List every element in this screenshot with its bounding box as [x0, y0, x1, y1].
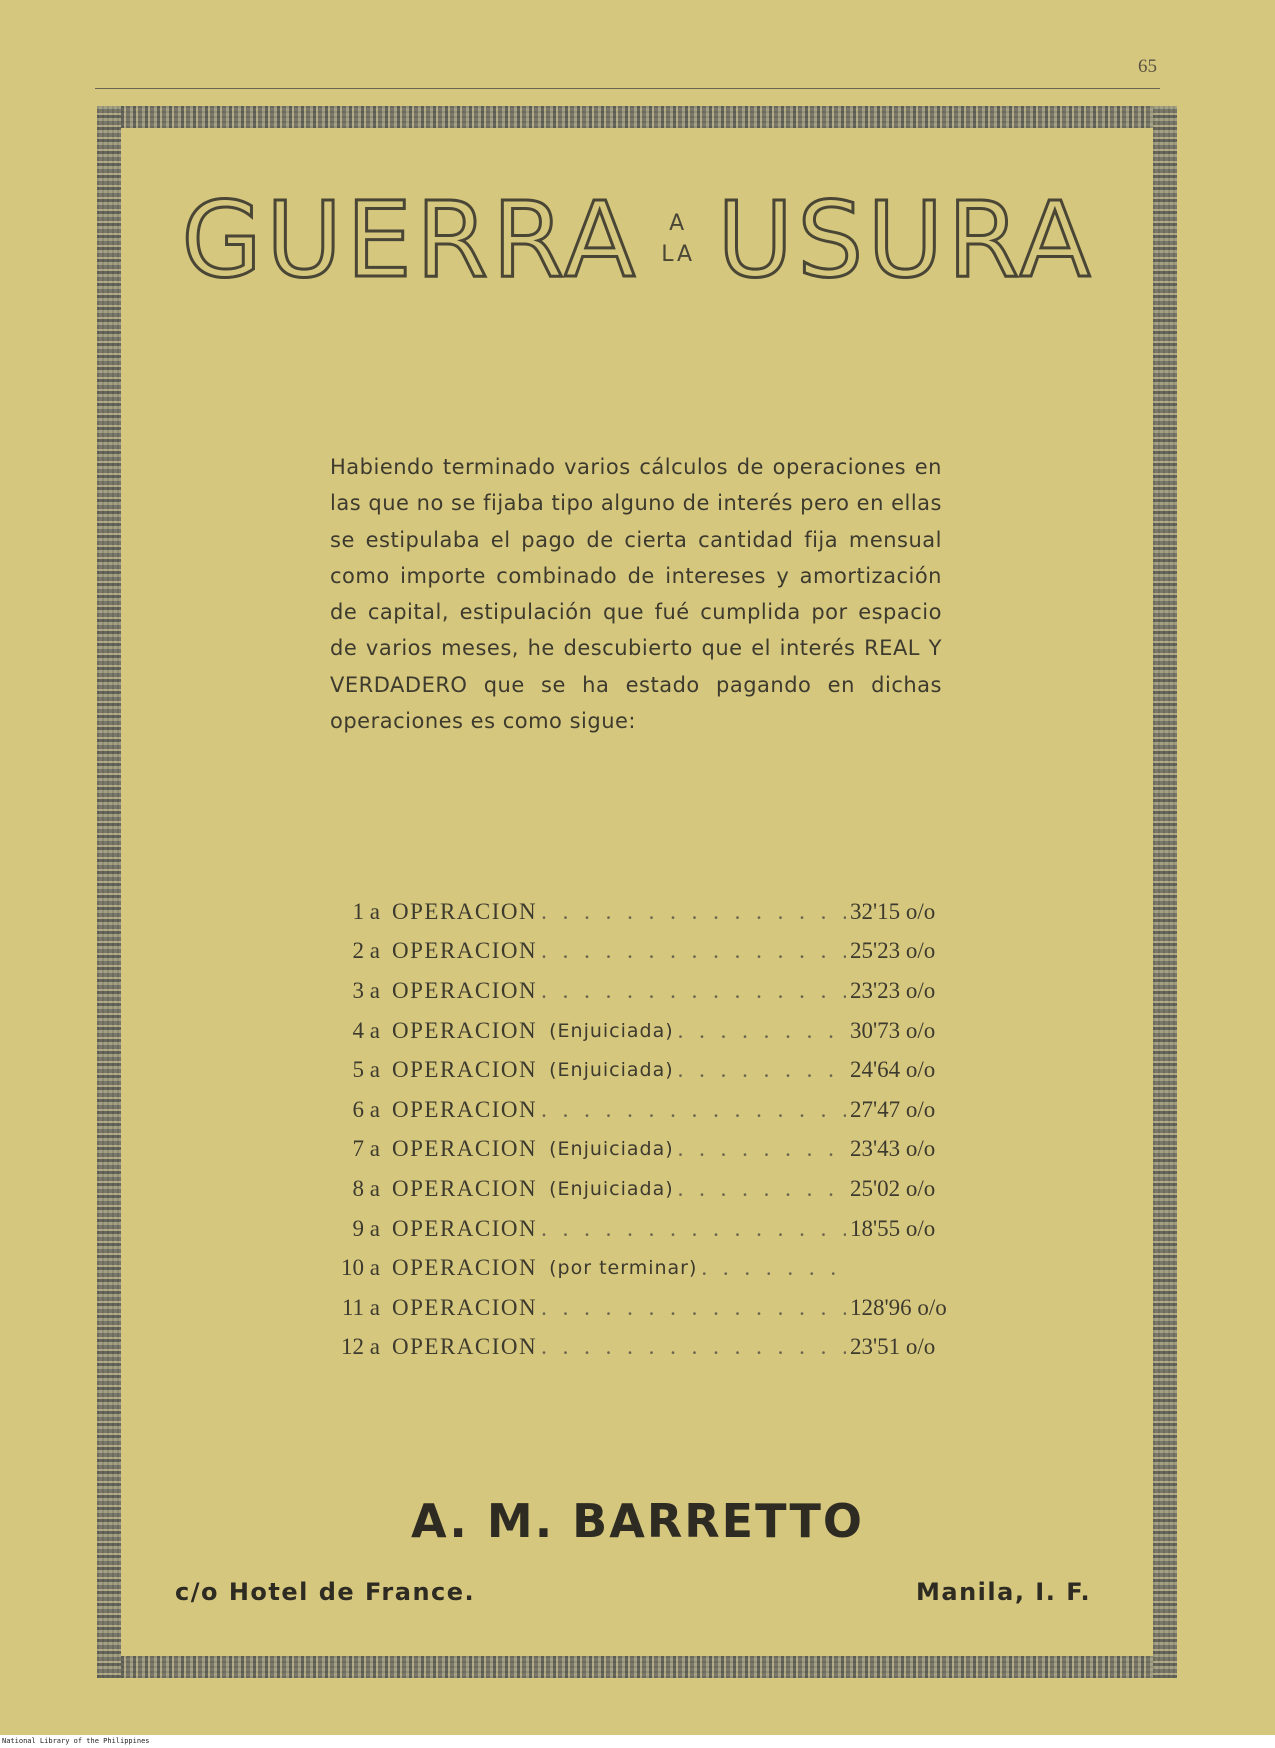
operation-row — [320, 971, 960, 1011]
operation-number: 10 a — [341, 1255, 380, 1281]
dot-leader — [541, 1334, 846, 1360]
operation-row — [320, 1209, 960, 1249]
operation-note: (por terminar) — [549, 1257, 698, 1280]
operation-rate: 25'23 o/o — [850, 938, 936, 964]
operation-rate: 25'02 o/o — [850, 1175, 936, 1201]
operation-rate: 23'23 o/o — [850, 977, 936, 1003]
ornamental-border-right — [1153, 106, 1177, 1678]
dot-leader — [541, 1295, 846, 1321]
operation-label: OPERACION — [392, 1136, 538, 1162]
operation-label: OPERACION — [392, 1255, 538, 1281]
operation-rate: 23'43 o/o — [850, 1136, 936, 1162]
operation-label: OPERACION — [392, 938, 538, 964]
operation-note: (Enjuiciada) — [549, 1059, 674, 1082]
signature-name: A. M. BARRETTO — [410, 1494, 865, 1548]
dot-leader — [678, 1018, 846, 1044]
footer-strip — [0, 1735, 1275, 1748]
operation-row — [320, 932, 960, 972]
operation-row — [320, 1169, 960, 1209]
operation-number: 2 a — [352, 938, 380, 964]
ornamental-border-top — [97, 106, 1177, 128]
headline — [148, 180, 1128, 300]
operation-rate: 18'55 o/o — [850, 1215, 936, 1241]
operation-row — [320, 1288, 960, 1328]
operation-note: (Enjuiciada) — [549, 1019, 674, 1042]
ornamental-border-left — [97, 106, 121, 1678]
operation-number: 5 a — [352, 1057, 380, 1083]
operation-number: 12 a — [341, 1334, 380, 1360]
dot-leader — [541, 938, 846, 964]
operation-label: OPERACION — [392, 1215, 538, 1241]
operation-row — [320, 1090, 960, 1130]
operation-rate: 32'15 o/o — [850, 898, 936, 924]
operation-row — [320, 1050, 960, 1090]
headline-connector-bottom: LA — [661, 242, 696, 267]
operation-rate: 23'51 o/o — [850, 1334, 936, 1360]
body-paragraph: Habiendo terminado varios cálculos de operaciones en las que no se fijaba tipo alguno de interés pero en ellas se estipulaba el pago de cierta cantidad fija mensual como importe combinado de intereses y amortización de capital, estipulación que fué cumplida por espacio de varios meses, he descubierto que el interés REAL Y VERDADERO que se ha estado pagando en dichas operaciones es como sigue: — [330, 455, 942, 734]
operation-label: OPERACION — [392, 898, 538, 924]
operation-row — [320, 1328, 960, 1368]
dot-leader — [541, 1097, 846, 1123]
operation-rate: 27'47 o/o — [850, 1096, 936, 1122]
page-number: 65 — [1138, 56, 1157, 77]
dot-leader — [678, 1057, 846, 1083]
dot-leader — [541, 978, 846, 1004]
operation-rate: 24'64 o/o — [850, 1057, 936, 1083]
operation-label: OPERACION — [392, 1096, 538, 1122]
dot-leader — [678, 1176, 846, 1202]
operation-number: 8 a — [352, 1175, 380, 1201]
headline-connector-top: A — [669, 211, 688, 237]
operation-label: OPERACION — [392, 977, 538, 1003]
operation-label: OPERACION — [392, 1334, 538, 1360]
operation-number: 3 a — [352, 977, 380, 1003]
operation-number: 9 a — [352, 1215, 380, 1241]
address: c/o Hotel de France. — [175, 1578, 476, 1606]
operation-note: (Enjuiciada) — [549, 1138, 674, 1161]
operation-row — [320, 1248, 960, 1288]
operation-rate: 30'73 o/o — [850, 1017, 936, 1043]
headline-word-guerra: GUERRA — [181, 179, 640, 301]
operation-row — [320, 892, 960, 932]
library-credit: National Library of the Philippines — [2, 1737, 150, 1745]
operation-number: 6 a — [352, 1096, 380, 1122]
operation-label: OPERACION — [392, 1057, 538, 1083]
operation-row — [320, 1011, 960, 1051]
operation-label: OPERACION — [392, 1017, 538, 1043]
dot-leader — [701, 1255, 846, 1281]
ornamental-border-bottom — [97, 1656, 1177, 1678]
dot-leader — [678, 1136, 846, 1162]
top-rule — [95, 88, 1160, 89]
operation-number: 11 a — [341, 1294, 380, 1320]
dot-leader — [541, 899, 846, 925]
operations-list — [320, 892, 960, 1367]
operation-number: 1 a — [352, 898, 380, 924]
headline-connector — [661, 209, 695, 271]
dot-leader — [541, 1216, 846, 1242]
operation-number: 4 a — [352, 1017, 380, 1043]
city: Manila, I. F. — [916, 1578, 1092, 1606]
headline-word-usura: USURA — [717, 179, 1095, 301]
operation-rate: 128'96 o/o — [850, 1294, 947, 1320]
operation-label: OPERACION — [392, 1294, 538, 1320]
operation-note: (Enjuiciada) — [549, 1177, 674, 1200]
operation-number: 7 a — [352, 1136, 380, 1162]
operation-label: OPERACION — [392, 1175, 538, 1201]
operation-row — [320, 1130, 960, 1170]
